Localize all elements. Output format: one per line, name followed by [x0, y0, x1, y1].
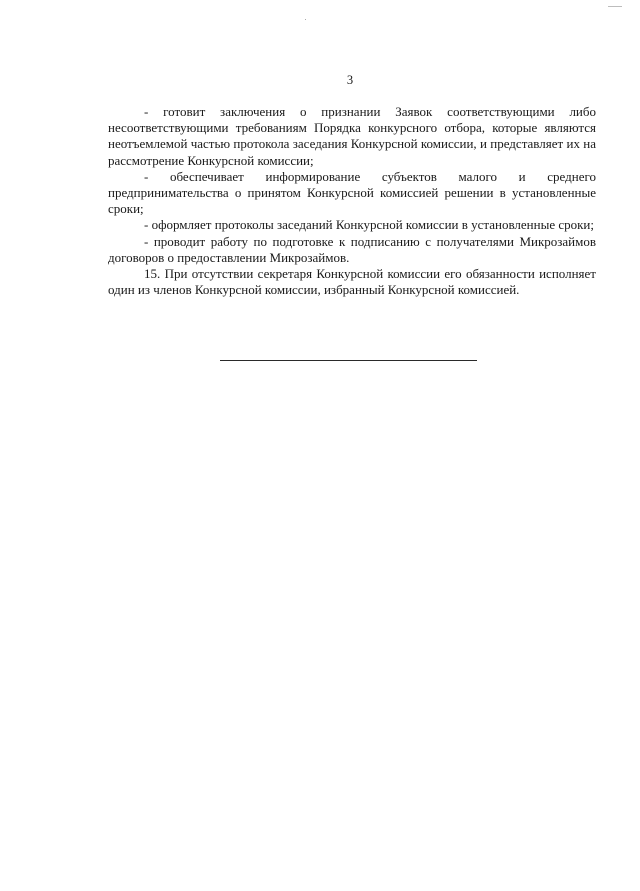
scan-edge-mark: [608, 6, 622, 7]
document-body: [108, 104, 596, 298]
scan-speck: [305, 19, 306, 20]
paragraph-prepares-conclusions: - готовит заключения о признании Заявок соответствующими либо несоответствующими требованиям Порядка конкурсного отбора, которые являются неотъемлемой частью протокола заседания Конкурсной комиссии, и представляет их на рассмотрение Конкурсной комиссии;: [108, 104, 596, 168]
paragraph-draws-up-protocols: - оформляет протоколы заседаний Конкурсной комиссии в установленные сроки;: [144, 217, 595, 233]
paragraph-prepares-contracts: - проводит работу по подготовке к подписанию с получателями Микрозаймов договоров о предоставлении Микрозаймов.: [108, 233, 596, 265]
paragraph-secretary-absence: 15. При отсутствии секретаря Конкурсной комиссии его обязанности исполняет один из членов Конкурсной комиссии, избранный Конкурсной комиссией.: [108, 266, 596, 298]
end-separator-line: [220, 360, 477, 361]
page-number: 3: [346, 73, 354, 87]
paragraph-informs-entrepreneurs: - обеспечивает информирование субъектов малого и среднего предпринимательства о принятом Конкурсной комиссией решении в установленные сроки;: [108, 168, 596, 217]
